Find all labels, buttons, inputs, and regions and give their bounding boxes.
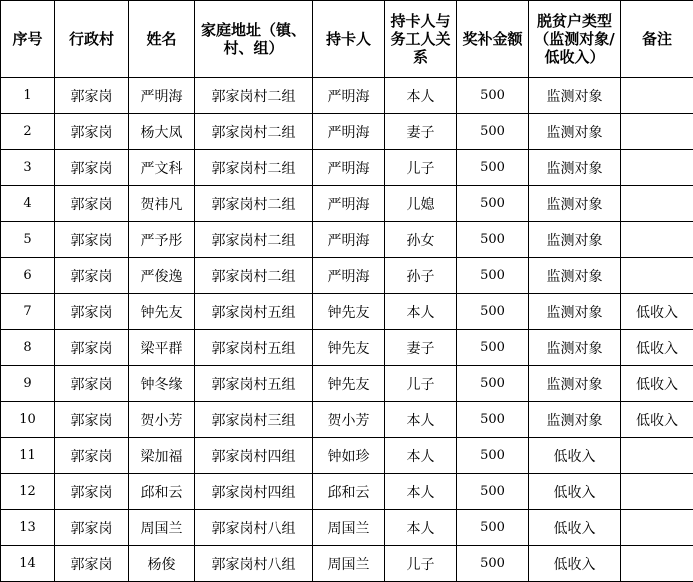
cell-remarks bbox=[621, 150, 693, 186]
table-row bbox=[1, 222, 693, 258]
cell-address: 郭家岗村三组 bbox=[195, 402, 313, 438]
cell-amount: 500 bbox=[457, 294, 529, 330]
table-body bbox=[1, 78, 693, 582]
cell-amount: 500 bbox=[457, 222, 529, 258]
cell-household-type: 监测对象 bbox=[529, 150, 621, 186]
header-household-type: 脱贫户类型（监测对象/低收入） bbox=[529, 1, 621, 78]
cell-index: 5 bbox=[1, 222, 55, 258]
cell-relation: 妻子 bbox=[385, 114, 457, 150]
header-village: 行政村 bbox=[55, 1, 129, 78]
table-row bbox=[1, 150, 693, 186]
cell-address: 郭家岗村二组 bbox=[195, 150, 313, 186]
cell-household-type: 监测对象 bbox=[529, 258, 621, 294]
cell-amount: 500 bbox=[457, 150, 529, 186]
cell-village: 郭家岗 bbox=[55, 258, 129, 294]
header-index: 序号 bbox=[1, 1, 55, 78]
cell-remarks: 低收入 bbox=[621, 366, 693, 402]
cell-index: 9 bbox=[1, 366, 55, 402]
cell-address: 郭家岗村五组 bbox=[195, 330, 313, 366]
cell-address: 郭家岗村二组 bbox=[195, 78, 313, 114]
cell-amount: 500 bbox=[457, 366, 529, 402]
cell-relation: 本人 bbox=[385, 402, 457, 438]
cell-household-type: 监测对象 bbox=[529, 402, 621, 438]
cell-amount: 500 bbox=[457, 474, 529, 510]
cell-remarks bbox=[621, 186, 693, 222]
cell-village: 郭家岗 bbox=[55, 114, 129, 150]
cell-address: 郭家岗村八组 bbox=[195, 546, 313, 582]
cell-remarks bbox=[621, 474, 693, 510]
cell-cardholder: 严明海 bbox=[313, 258, 385, 294]
cell-index: 13 bbox=[1, 510, 55, 546]
table-row bbox=[1, 510, 693, 546]
cell-address: 郭家岗村二组 bbox=[195, 114, 313, 150]
cell-cardholder: 周国兰 bbox=[313, 510, 385, 546]
cell-amount: 500 bbox=[457, 114, 529, 150]
cell-address: 郭家岗村五组 bbox=[195, 366, 313, 402]
cell-remarks: 低收入 bbox=[621, 294, 693, 330]
cell-village: 郭家岗 bbox=[55, 222, 129, 258]
cell-address: 郭家岗村五组 bbox=[195, 294, 313, 330]
cell-name: 钟先友 bbox=[129, 294, 195, 330]
cell-amount: 500 bbox=[457, 510, 529, 546]
cell-cardholder: 严明海 bbox=[313, 186, 385, 222]
cell-village: 郭家岗 bbox=[55, 402, 129, 438]
cell-village: 郭家岗 bbox=[55, 330, 129, 366]
cell-relation: 儿媳 bbox=[385, 186, 457, 222]
table-row bbox=[1, 366, 693, 402]
cell-name: 严明海 bbox=[129, 78, 195, 114]
cell-cardholder: 钟如珍 bbox=[313, 438, 385, 474]
cell-household-type: 低收入 bbox=[529, 510, 621, 546]
table-row bbox=[1, 78, 693, 114]
cell-name: 梁加福 bbox=[129, 438, 195, 474]
cell-relation: 本人 bbox=[385, 294, 457, 330]
cell-remarks bbox=[621, 78, 693, 114]
cell-household-type: 监测对象 bbox=[529, 114, 621, 150]
cell-remarks bbox=[621, 258, 693, 294]
cell-village: 郭家岗 bbox=[55, 186, 129, 222]
cell-name: 贺祎凡 bbox=[129, 186, 195, 222]
cell-index: 10 bbox=[1, 402, 55, 438]
cell-cardholder: 严明海 bbox=[313, 222, 385, 258]
cell-remarks: 低收入 bbox=[621, 330, 693, 366]
cell-village: 郭家岗 bbox=[55, 366, 129, 402]
cell-amount: 500 bbox=[457, 546, 529, 582]
cell-village: 郭家岗 bbox=[55, 438, 129, 474]
cell-address: 郭家岗村四组 bbox=[195, 474, 313, 510]
cell-name: 杨俊 bbox=[129, 546, 195, 582]
cell-village: 郭家岗 bbox=[55, 510, 129, 546]
cell-relation: 本人 bbox=[385, 510, 457, 546]
cell-cardholder: 钟先友 bbox=[313, 366, 385, 402]
cell-name: 严俊逸 bbox=[129, 258, 195, 294]
cell-amount: 500 bbox=[457, 258, 529, 294]
cell-household-type: 低收入 bbox=[529, 474, 621, 510]
cell-household-type: 低收入 bbox=[529, 546, 621, 582]
cell-amount: 500 bbox=[457, 78, 529, 114]
cell-index: 6 bbox=[1, 258, 55, 294]
table-row bbox=[1, 114, 693, 150]
cell-household-type: 监测对象 bbox=[529, 186, 621, 222]
cell-relation: 本人 bbox=[385, 474, 457, 510]
cell-name: 杨大凤 bbox=[129, 114, 195, 150]
cell-name: 严文科 bbox=[129, 150, 195, 186]
table-row bbox=[1, 402, 693, 438]
cell-name: 邱和云 bbox=[129, 474, 195, 510]
cell-relation: 儿子 bbox=[385, 546, 457, 582]
cell-relation: 儿子 bbox=[385, 366, 457, 402]
header-amount: 奖补金额 bbox=[457, 1, 529, 78]
table-row bbox=[1, 330, 693, 366]
cell-index: 8 bbox=[1, 330, 55, 366]
cell-household-type: 监测对象 bbox=[529, 222, 621, 258]
cell-remarks bbox=[621, 510, 693, 546]
cell-cardholder: 严明海 bbox=[313, 78, 385, 114]
cell-cardholder: 严明海 bbox=[313, 150, 385, 186]
cell-remarks bbox=[621, 222, 693, 258]
cell-relation: 孙女 bbox=[385, 222, 457, 258]
cell-household-type: 监测对象 bbox=[529, 330, 621, 366]
header-address: 家庭地址（镇、村、组） bbox=[195, 1, 313, 78]
cell-index: 4 bbox=[1, 186, 55, 222]
cell-name: 贺小芳 bbox=[129, 402, 195, 438]
cell-address: 郭家岗村二组 bbox=[195, 222, 313, 258]
cell-address: 郭家岗村八组 bbox=[195, 510, 313, 546]
table-row bbox=[1, 258, 693, 294]
table-row bbox=[1, 186, 693, 222]
cell-name: 周国兰 bbox=[129, 510, 195, 546]
cell-remarks: 低收入 bbox=[621, 402, 693, 438]
cell-name: 梁平群 bbox=[129, 330, 195, 366]
cell-cardholder: 钟先友 bbox=[313, 294, 385, 330]
cell-relation: 妻子 bbox=[385, 330, 457, 366]
header-remarks: 备注 bbox=[621, 1, 693, 78]
table-row bbox=[1, 438, 693, 474]
cell-household-type: 低收入 bbox=[529, 438, 621, 474]
cell-relation: 本人 bbox=[385, 78, 457, 114]
cell-household-type: 监测对象 bbox=[529, 294, 621, 330]
cell-cardholder: 严明海 bbox=[313, 114, 385, 150]
header-name: 姓名 bbox=[129, 1, 195, 78]
cell-village: 郭家岗 bbox=[55, 150, 129, 186]
cell-remarks bbox=[621, 546, 693, 582]
cell-index: 1 bbox=[1, 78, 55, 114]
cell-index: 11 bbox=[1, 438, 55, 474]
cell-index: 3 bbox=[1, 150, 55, 186]
cell-amount: 500 bbox=[457, 402, 529, 438]
cell-relation: 儿子 bbox=[385, 150, 457, 186]
table-row bbox=[1, 546, 693, 582]
table-row bbox=[1, 294, 693, 330]
cell-name: 严予彤 bbox=[129, 222, 195, 258]
cell-relation: 本人 bbox=[385, 438, 457, 474]
cell-amount: 500 bbox=[457, 186, 529, 222]
cell-village: 郭家岗 bbox=[55, 546, 129, 582]
cell-remarks bbox=[621, 438, 693, 474]
header-relation: 持卡人与务工人关系 bbox=[385, 1, 457, 78]
cell-village: 郭家岗 bbox=[55, 294, 129, 330]
cell-cardholder: 周国兰 bbox=[313, 546, 385, 582]
cell-name: 钟冬缘 bbox=[129, 366, 195, 402]
cell-index: 2 bbox=[1, 114, 55, 150]
cell-address: 郭家岗村二组 bbox=[195, 258, 313, 294]
header-cardholder: 持卡人 bbox=[313, 1, 385, 78]
cell-index: 14 bbox=[1, 546, 55, 582]
cell-amount: 500 bbox=[457, 330, 529, 366]
cell-remarks bbox=[621, 114, 693, 150]
cell-household-type: 监测对象 bbox=[529, 78, 621, 114]
cell-address: 郭家岗村四组 bbox=[195, 438, 313, 474]
cell-index: 12 bbox=[1, 474, 55, 510]
header-row bbox=[1, 1, 693, 78]
cell-household-type: 监测对象 bbox=[529, 366, 621, 402]
cell-index: 7 bbox=[1, 294, 55, 330]
cell-address: 郭家岗村二组 bbox=[195, 186, 313, 222]
table-row bbox=[1, 474, 693, 510]
cell-cardholder: 贺小芳 bbox=[313, 402, 385, 438]
cell-amount: 500 bbox=[457, 438, 529, 474]
cell-relation: 孙子 bbox=[385, 258, 457, 294]
cell-cardholder: 邱和云 bbox=[313, 474, 385, 510]
cell-village: 郭家岗 bbox=[55, 474, 129, 510]
cell-village: 郭家岗 bbox=[55, 78, 129, 114]
cell-cardholder: 钟先友 bbox=[313, 330, 385, 366]
